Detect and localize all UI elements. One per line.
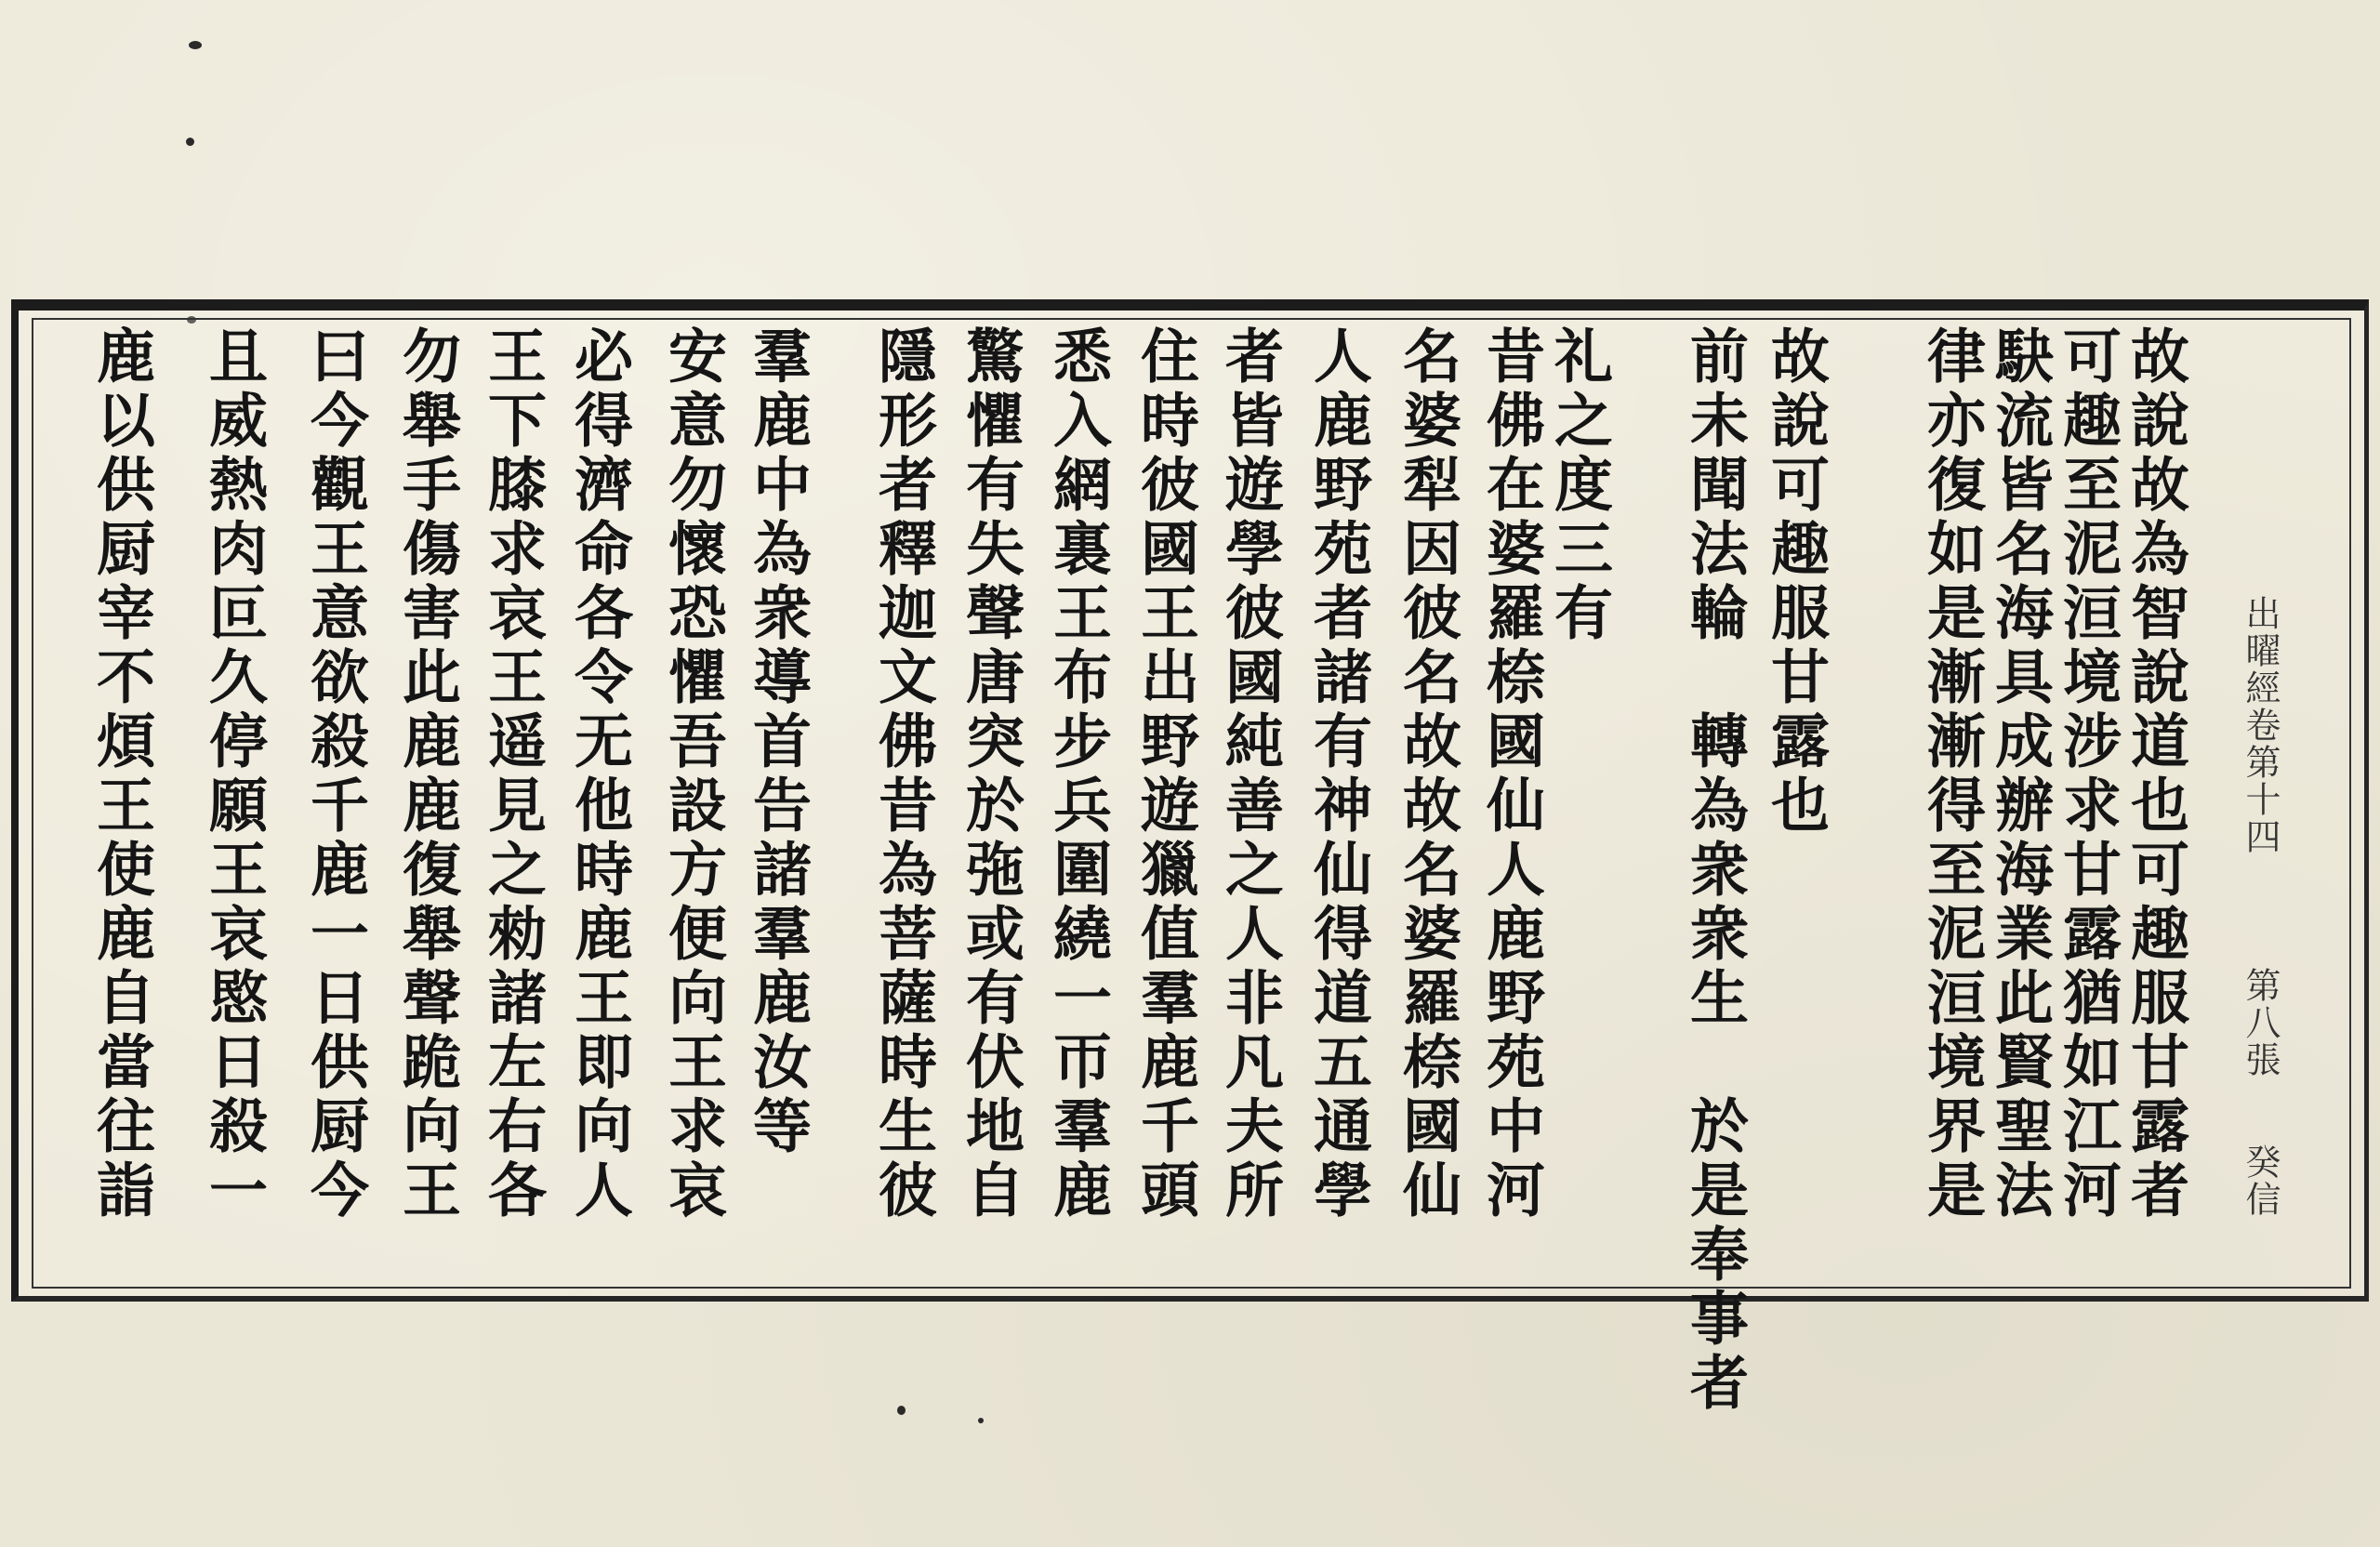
ink-spot [186, 138, 194, 146]
ink-spot [897, 1406, 906, 1415]
margin-sutra-title: 出曜經卷第十四 [2240, 595, 2281, 855]
text-column-14: 驚懼有失聲唐突於㢮或有伏地自 [957, 325, 1025, 1223]
text-column-11: 者皆遊學彼國純善之人非凡夫所 [1216, 325, 1285, 1223]
text-column-23: 鹿以供厨宰不煩王使鹿自當往詣 [87, 325, 156, 1223]
text-column-20: 勿舉手傷害此鹿鹿復舉聲跪向王 [393, 325, 462, 1223]
text-column-4: 律亦復如是漸漸得至泥洹境界是 [1918, 325, 1987, 1223]
text-column-5: 故說可趣服甘露也 [1762, 325, 1831, 839]
text-column-6: 前未聞法輪 轉為衆衆生 於是奉事者 [1681, 325, 1750, 1416]
text-column-22: 且威熱肉叵久停願王哀愍日殺一 [200, 325, 269, 1223]
text-column-2: 可趣至泥洹境涉求甘露猶如江河 [2054, 325, 2122, 1223]
text-column-18: 必得濟命各令无他時鹿王即向人 [565, 325, 634, 1223]
margin-sheet-number: 第八張 [2240, 967, 2281, 1078]
text-column-15: 隱形者釋迦文佛昔為菩薩時生彼 [869, 325, 938, 1223]
ink-spot [189, 41, 202, 49]
text-column-10: 人鹿野苑者諸有神仙得道五通學 [1304, 325, 1373, 1223]
text-column-7: 礼之度三有 [1545, 325, 1614, 646]
text-column-17: 安意勿懷恐懼吾設方便向王求哀 [659, 325, 728, 1223]
text-column-21: 曰今觀王意欲殺千鹿一日供厨今 [301, 325, 370, 1223]
text-column-8: 昔佛在婆羅㮈國仙人鹿野苑中河 [1477, 325, 1546, 1223]
text-column-19: 王下膝求哀王遥見之勑諸左右各 [479, 325, 548, 1223]
text-column-13: 悉入網裏王布步兵圍繞一帀羣鹿 [1044, 325, 1113, 1223]
margin-mark: 癸信 [2240, 1144, 2281, 1218]
ink-spot [978, 1418, 984, 1423]
text-column-3: 駃流皆名海具成辦海業此賢聖法 [1986, 325, 2055, 1223]
text-column-9: 名婆犁因彼名故故名婆羅㮈國仙 [1394, 325, 1462, 1223]
text-column-12: 住時彼國王出野遊獵值羣鹿千頭 [1131, 325, 1200, 1223]
text-column-1: 故說故為智說道也可趣服甘露者 [2122, 325, 2190, 1223]
text-column-16: 羣鹿中為衆導首告諸羣鹿汝等 [744, 325, 813, 1159]
